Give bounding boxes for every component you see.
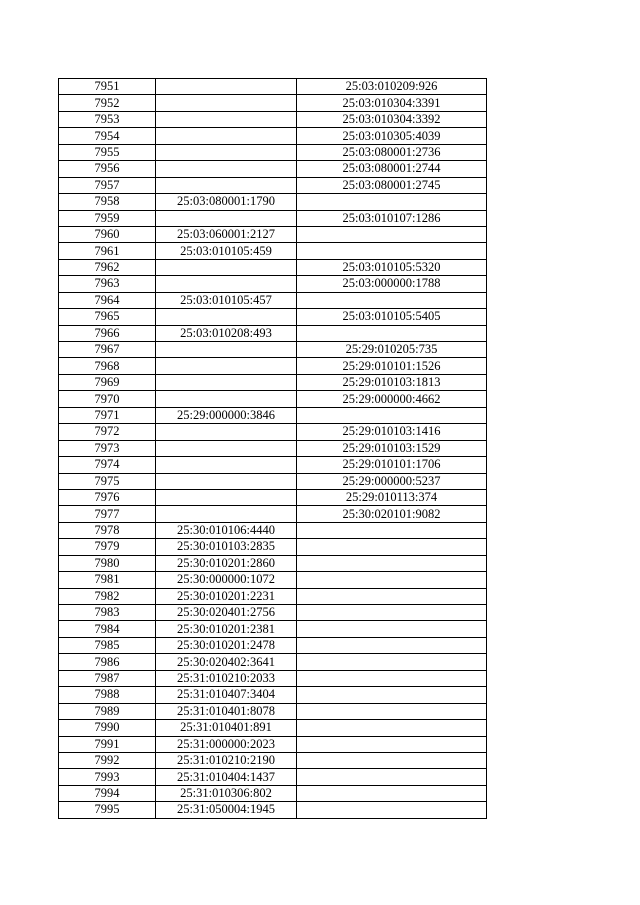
cadastral-number-left-cell: 25:03:010105:459 [156, 243, 297, 259]
row-number-cell: 7959 [59, 210, 156, 226]
cadastral-number-right-cell: 25:03:080001:2744 [297, 161, 487, 177]
cadastral-number-left-cell: 25:30:010201:2860 [156, 555, 297, 571]
cadastral-number-right-cell: 25:29:010205:735 [297, 342, 487, 358]
row-number-cell: 7982 [59, 588, 156, 604]
row-number-cell: 7991 [59, 736, 156, 752]
cadastral-number-right-cell [297, 621, 487, 637]
cadastral-number-left-cell: 25:31:010401:891 [156, 720, 297, 736]
table-row [59, 637, 487, 653]
row-number-cell: 7983 [59, 605, 156, 621]
table-row [59, 342, 487, 358]
table-row [59, 506, 487, 522]
row-number-cell: 7957 [59, 177, 156, 193]
cadastral-number-left-cell: 25:31:010401:8078 [156, 703, 297, 719]
cadastral-number-right-cell [297, 243, 487, 259]
cadastral-number-right-cell [297, 736, 487, 752]
cadastral-number-right-cell [297, 555, 487, 571]
cadastral-number-right-cell: 25:03:010107:1286 [297, 210, 487, 226]
row-number-cell: 7978 [59, 522, 156, 538]
table-row [59, 210, 487, 226]
table-row [59, 736, 487, 752]
cadastral-number-left-cell [156, 79, 297, 95]
row-number-cell: 7993 [59, 769, 156, 785]
cadastral-number-right-cell [297, 703, 487, 719]
row-number-cell: 7965 [59, 309, 156, 325]
cadastral-number-left-cell: 25:31:010210:2190 [156, 752, 297, 768]
table-row [59, 687, 487, 703]
row-number-cell: 7976 [59, 489, 156, 505]
table-row [59, 243, 487, 259]
table-row [59, 391, 487, 407]
cadastral-number-left-cell: 25:31:010407:3404 [156, 687, 297, 703]
cadastral-number-right-cell [297, 407, 487, 423]
cadastral-number-right-cell: 25:03:080001:2745 [297, 177, 487, 193]
cadastral-number-right-cell: 25:29:010103:1416 [297, 424, 487, 440]
cadastral-number-left-cell [156, 111, 297, 127]
cadastral-numbers-table [58, 78, 487, 819]
cadastral-number-right-cell: 25:03:010305:4039 [297, 128, 487, 144]
cadastral-number-left-cell [156, 309, 297, 325]
table-row [59, 424, 487, 440]
table-row [59, 358, 487, 374]
cadastral-number-right-cell [297, 637, 487, 653]
table-row [59, 407, 487, 423]
table-row [59, 720, 487, 736]
table-row [59, 769, 487, 785]
table-row [59, 111, 487, 127]
cadastral-number-right-cell [297, 522, 487, 538]
cadastral-number-right-cell: 25:03:080001:2736 [297, 144, 487, 160]
row-number-cell: 7968 [59, 358, 156, 374]
cadastral-number-right-cell: 25:03:010304:3392 [297, 111, 487, 127]
cadastral-number-right-cell: 25:03:010304:3391 [297, 95, 487, 111]
row-number-cell: 7967 [59, 342, 156, 358]
row-number-cell: 7992 [59, 752, 156, 768]
cadastral-number-left-cell: 25:31:000000:2023 [156, 736, 297, 752]
table-row [59, 79, 487, 95]
cadastral-number-right-cell [297, 194, 487, 210]
row-number-cell: 7984 [59, 621, 156, 637]
cadastral-number-right-cell: 25:29:000000:5237 [297, 473, 487, 489]
row-number-cell: 7975 [59, 473, 156, 489]
cadastral-number-left-cell: 25:31:010404:1437 [156, 769, 297, 785]
row-number-cell: 7953 [59, 111, 156, 127]
cadastral-number-left-cell: 25:31:050004:1945 [156, 802, 297, 818]
table-row [59, 292, 487, 308]
cadastral-number-left-cell [156, 391, 297, 407]
cadastral-number-right-cell [297, 325, 487, 341]
table-row [59, 621, 487, 637]
table-row [59, 161, 487, 177]
cadastral-number-right-cell [297, 588, 487, 604]
row-number-cell: 7964 [59, 292, 156, 308]
table-row [59, 226, 487, 242]
cadastral-number-left-cell: 25:30:010106:4440 [156, 522, 297, 538]
cadastral-number-left-cell [156, 177, 297, 193]
table-row [59, 194, 487, 210]
cadastral-number-left-cell [156, 489, 297, 505]
cadastral-number-right-cell: 25:03:000000:1788 [297, 276, 487, 292]
cadastral-number-left-cell: 25:30:010201:2381 [156, 621, 297, 637]
table-row [59, 703, 487, 719]
cadastral-number-left-cell [156, 210, 297, 226]
cadastral-number-left-cell [156, 358, 297, 374]
row-number-cell: 7969 [59, 374, 156, 390]
row-number-cell: 7979 [59, 539, 156, 555]
row-number-cell: 7960 [59, 226, 156, 242]
row-number-cell: 7970 [59, 391, 156, 407]
table-row [59, 555, 487, 571]
cadastral-number-right-cell [297, 802, 487, 818]
table-row [59, 588, 487, 604]
cadastral-number-right-cell: 25:03:010105:5320 [297, 259, 487, 275]
cadastral-number-right-cell [297, 720, 487, 736]
cadastral-number-left-cell [156, 440, 297, 456]
cadastral-number-left-cell: 25:30:010201:2478 [156, 637, 297, 653]
cadastral-number-right-cell: 25:29:000000:4662 [297, 391, 487, 407]
cadastral-number-left-cell [156, 276, 297, 292]
cadastral-number-left-cell [156, 161, 297, 177]
row-number-cell: 7995 [59, 802, 156, 818]
cadastral-number-left-cell [156, 374, 297, 390]
table-row [59, 259, 487, 275]
row-number-cell: 7961 [59, 243, 156, 259]
cadastral-number-left-cell [156, 95, 297, 111]
row-number-cell: 7985 [59, 637, 156, 653]
cadastral-number-left-cell: 25:31:010306:802 [156, 785, 297, 801]
row-number-cell: 7980 [59, 555, 156, 571]
table-row [59, 457, 487, 473]
cadastral-number-right-cell [297, 670, 487, 686]
row-number-cell: 7989 [59, 703, 156, 719]
row-number-cell: 7981 [59, 572, 156, 588]
row-number-cell: 7963 [59, 276, 156, 292]
cadastral-number-left-cell [156, 144, 297, 160]
table-row [59, 605, 487, 621]
table-row [59, 374, 487, 390]
cadastral-number-left-cell: 25:03:080001:1790 [156, 194, 297, 210]
cadastral-number-right-cell [297, 605, 487, 621]
row-number-cell: 7973 [59, 440, 156, 456]
table-row [59, 128, 487, 144]
cadastral-number-left-cell: 25:03:060001:2127 [156, 226, 297, 242]
cadastral-number-right-cell: 25:30:020101:9082 [297, 506, 487, 522]
row-number-cell: 7958 [59, 194, 156, 210]
table-row [59, 473, 487, 489]
table-body [59, 79, 487, 819]
row-number-cell: 7972 [59, 424, 156, 440]
row-number-cell: 7952 [59, 95, 156, 111]
cadastral-number-right-cell [297, 226, 487, 242]
row-number-cell: 7994 [59, 785, 156, 801]
cadastral-number-left-cell [156, 473, 297, 489]
row-number-cell: 7974 [59, 457, 156, 473]
row-number-cell: 7966 [59, 325, 156, 341]
row-number-cell: 7987 [59, 670, 156, 686]
table-row [59, 752, 487, 768]
table-row [59, 325, 487, 341]
cadastral-number-left-cell: 25:30:020402:3641 [156, 654, 297, 670]
row-number-cell: 7954 [59, 128, 156, 144]
table-row [59, 95, 487, 111]
table-row [59, 144, 487, 160]
cadastral-number-right-cell [297, 292, 487, 308]
cadastral-number-left-cell [156, 424, 297, 440]
row-number-cell: 7951 [59, 79, 156, 95]
cadastral-number-left-cell: 25:30:000000:1072 [156, 572, 297, 588]
cadastral-number-left-cell [156, 259, 297, 275]
cadastral-number-right-cell [297, 785, 487, 801]
table-row [59, 802, 487, 818]
cadastral-number-left-cell: 25:30:010103:2835 [156, 539, 297, 555]
cadastral-number-right-cell [297, 539, 487, 555]
row-number-cell: 7990 [59, 720, 156, 736]
row-number-cell: 7988 [59, 687, 156, 703]
cadastral-number-right-cell: 25:29:010101:1706 [297, 457, 487, 473]
cadastral-number-right-cell: 25:29:010103:1813 [297, 374, 487, 390]
row-number-cell: 7986 [59, 654, 156, 670]
cadastral-number-left-cell: 25:30:020401:2756 [156, 605, 297, 621]
cadastral-number-right-cell [297, 769, 487, 785]
cadastral-number-left-cell: 25:29:000000:3846 [156, 407, 297, 423]
cadastral-number-right-cell [297, 752, 487, 768]
cadastral-number-right-cell: 25:29:010103:1529 [297, 440, 487, 456]
cadastral-number-left-cell: 25:31:010210:2033 [156, 670, 297, 686]
cadastral-number-right-cell: 25:03:010209:926 [297, 79, 487, 95]
table-row [59, 785, 487, 801]
table-row [59, 440, 487, 456]
table-row [59, 654, 487, 670]
row-number-cell: 7956 [59, 161, 156, 177]
row-number-cell: 7962 [59, 259, 156, 275]
table-row [59, 539, 487, 555]
cadastral-number-right-cell: 25:29:010101:1526 [297, 358, 487, 374]
table-row [59, 670, 487, 686]
cadastral-number-right-cell: 25:03:010105:5405 [297, 309, 487, 325]
cadastral-number-left-cell [156, 457, 297, 473]
cadastral-number-left-cell: 25:03:010208:493 [156, 325, 297, 341]
cadastral-number-left-cell [156, 342, 297, 358]
table-row [59, 489, 487, 505]
table-row [59, 572, 487, 588]
row-number-cell: 7955 [59, 144, 156, 160]
table-row [59, 177, 487, 193]
document-table-container [58, 78, 486, 819]
table-row [59, 309, 487, 325]
cadastral-number-left-cell [156, 506, 297, 522]
cadastral-number-left-cell [156, 128, 297, 144]
cadastral-number-left-cell: 25:03:010105:457 [156, 292, 297, 308]
cadastral-number-right-cell: 25:29:010113:374 [297, 489, 487, 505]
cadastral-number-right-cell [297, 572, 487, 588]
table-row [59, 276, 487, 292]
cadastral-number-right-cell [297, 654, 487, 670]
row-number-cell: 7971 [59, 407, 156, 423]
row-number-cell: 7977 [59, 506, 156, 522]
cadastral-number-left-cell: 25:30:010201:2231 [156, 588, 297, 604]
table-row [59, 522, 487, 538]
cadastral-number-right-cell [297, 687, 487, 703]
